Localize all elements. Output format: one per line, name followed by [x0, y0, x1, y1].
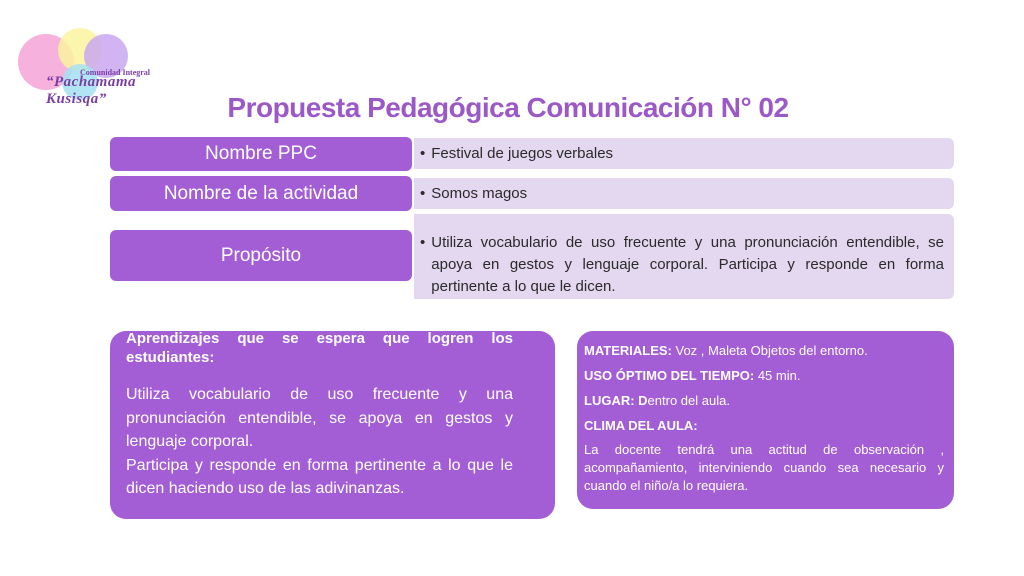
learning-heading: Aprendizajes que se espera que logren los estudiantes: [126, 330, 513, 366]
learning-paragraph-2: Participa y responde en forma pertinente a lo que le dicen haciendo uso de las adivinanzas. [126, 456, 513, 497]
logo-subtitle: Comunidad Integral [80, 68, 151, 77]
value-text: Somos magos [431, 185, 528, 202]
climate-label: CLIMA DEL AULA: [584, 418, 698, 433]
value-nombre-ppc [414, 138, 954, 169]
place-row [584, 393, 944, 409]
materials-label: MATERIALES: [584, 343, 672, 358]
climate-description: La docente tendrá una actitud de observación , acompañamiento, interviniendo cuando sea necesario y cuando el niño/a lo requiera. [584, 442, 944, 493]
time-row [584, 368, 944, 384]
time-label: USO ÓPTIMO DEL TIEMPO: [584, 368, 755, 383]
bullet: • [420, 234, 426, 251]
learning-paragraph-1: Utiliza vocabulario de uso frecuente y una pronunciación entendible, se apoya en gestos y lenguaje corporal. [126, 386, 513, 450]
materials-value: Voz , Maleta Objetos del entorno. [671, 343, 868, 358]
bullet: • [420, 145, 426, 162]
logo-name: “Pachamama Kusisqa” [46, 74, 136, 107]
bullet: • [420, 185, 426, 202]
details-panel [577, 331, 954, 509]
materials-row [584, 343, 944, 359]
school-logo [18, 28, 188, 107]
place-value: entro del aula. [647, 393, 730, 408]
place-label: LUGAR: D [584, 393, 648, 408]
value-text: Festival de juegos verbales [431, 145, 614, 162]
climate-row [584, 418, 944, 434]
learning-panel [110, 331, 555, 519]
page-title: Propuesta Pedagógica Comunicación N° 02 [227, 92, 789, 123]
value-text: Utiliza vocabulario de uso frecuente y una pronunciación entendible, se apoya en gestos y lenguaje corporal. Participa y responde en forma pertinente a lo que le dicen. [431, 234, 944, 295]
time-value: 45 min. [754, 368, 801, 383]
label-nombre-actividad: Nombre de la actividad [110, 176, 412, 211]
value-proposito [414, 214, 954, 299]
label-nombre-ppc: Nombre PPC [110, 137, 412, 171]
value-nombre-actividad [414, 178, 954, 209]
label-proposito: Propósito [110, 230, 412, 281]
